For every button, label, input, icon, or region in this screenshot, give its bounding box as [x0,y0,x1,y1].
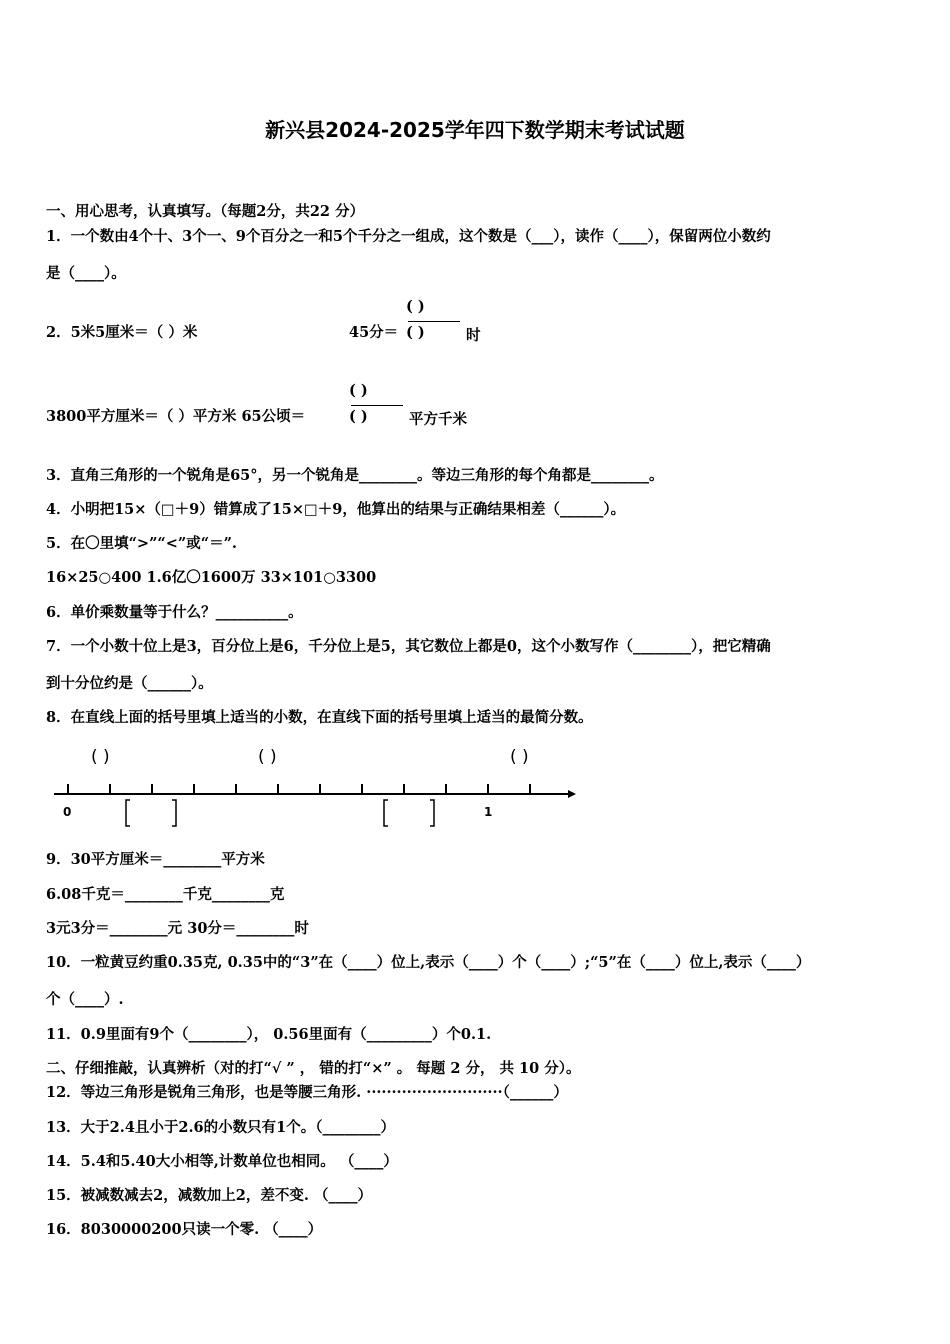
section-1-heading: 一、用心思考，认真填写。（每题2分，共22 分） [46,203,365,220]
question-2-part-c: 3800平方厘米＝（ ）平方米 65公顷＝ [46,408,306,425]
question-8: 8．在直线上面的括号里填上适当的小数，在直线下面的括号里填上适当的最简分数。 [46,709,593,726]
number-line-label-0: 0 [63,805,72,819]
question-2-fraction-2-denominator: ( ) [349,408,368,425]
question-4: 4．小明把15×（□＋9）错算成了15×□＋9，他算出的结果与正确结果相差（______）。 [46,501,626,518]
question-2-part-b: 45分＝ [349,324,399,341]
top-bracket-2: ( ) [258,747,277,767]
question-11: 11．0.9里面有9个（________）， 0.56里面有（_________）个0.1. [46,1026,492,1043]
section-2-heading: 二、仔细推敲，认真辨析（对的打“√ ” ， 错的打“×” 。 每题 2 分， 共 10 分）。 [46,1060,581,1077]
page-title: 新兴县2024-2025学年四下数学期末考试试题 [265,118,685,142]
question-14: 14．5.4和5.40大小相等,计数单位也相同。 （____） [46,1153,398,1170]
question-5: 5．在〇里填“>”“<”或“＝”. [46,535,237,552]
question-16: 16．8030000200只读一个零. （____） [46,1221,323,1238]
question-2-fraction-1-denominator: ( ) [406,324,425,341]
number-line-figure [50,740,590,830]
bottom-bracket-2-left [384,800,388,826]
question-1-line-2: 是（____）。 [46,265,126,282]
question-10-line-2: 个（____）. [46,991,124,1008]
top-bracket-3: ( ) [510,747,529,767]
question-1-line-1: 1．一个数由4个十、3个一、9个百分之一和5个千分之一组成，这个数是（___），读作（____），保留两位小数约 [46,228,771,245]
question-2-fraction-2-bar [351,405,403,406]
number-line-arrow [568,790,576,798]
question-15: 15．被减数减去2，减数加上2，差不变. （____） [46,1187,372,1204]
question-7-line-1: 7．一个小数十位上是3，百分位上是6，千分位上是5，其它数位上都是0，这个小数写作（________），把它精确 [46,638,771,655]
question-10-line-1: 10．一粒黄豆约重0.35克, 0.35中的“3”在（____）位上,表示（____）个（____）;“5”在（____）位上,表示（____） [46,954,811,971]
question-2-fraction-2-unit: 平方千米 [409,411,467,428]
question-9-line-2: 6.08千克＝________千克________克 [46,886,285,903]
question-3: 3．直角三角形的一个锐角是65°，另一个锐角是________。等边三角形的每个角都是________。 [46,467,664,484]
question-2-fraction-1-unit: 时 [466,327,481,344]
question-2-fraction-1-numerator: ( ) [406,298,425,315]
bottom-bracket-2-right [430,800,434,826]
number-line-ticks [68,784,530,794]
question-7-line-2: 到十分位约是（______）。 [46,675,213,692]
question-9-line-1: 9．30平方厘米＝________平方米 [46,851,265,868]
question-13: 13．大于2.4且小于2.6的小数只有1个。（________） [46,1119,395,1136]
number-line-label-1: 1 [484,805,493,819]
top-bracket-1: ( ) [91,747,110,767]
question-2-part-a: 2．5米5厘米＝（ ）米 [46,324,198,341]
question-12: 12．等边三角形是锐角三角形，也是等腰三角形. ···························（______） [46,1084,568,1101]
bottom-bracket-1-right [172,800,176,826]
question-5-items: 16×25○400 1.6亿〇1600万 33×101○3300 [46,569,377,586]
question-2-fraction-1-bar [408,321,460,322]
question-2-fraction-2-numerator: ( ) [349,382,368,399]
question-9-line-3: 3元3分＝________元 30分＝________时 [46,920,309,937]
question-6: 6．单价乘数量等于什么？__________。 [46,604,303,621]
bottom-bracket-1-left [126,800,130,826]
